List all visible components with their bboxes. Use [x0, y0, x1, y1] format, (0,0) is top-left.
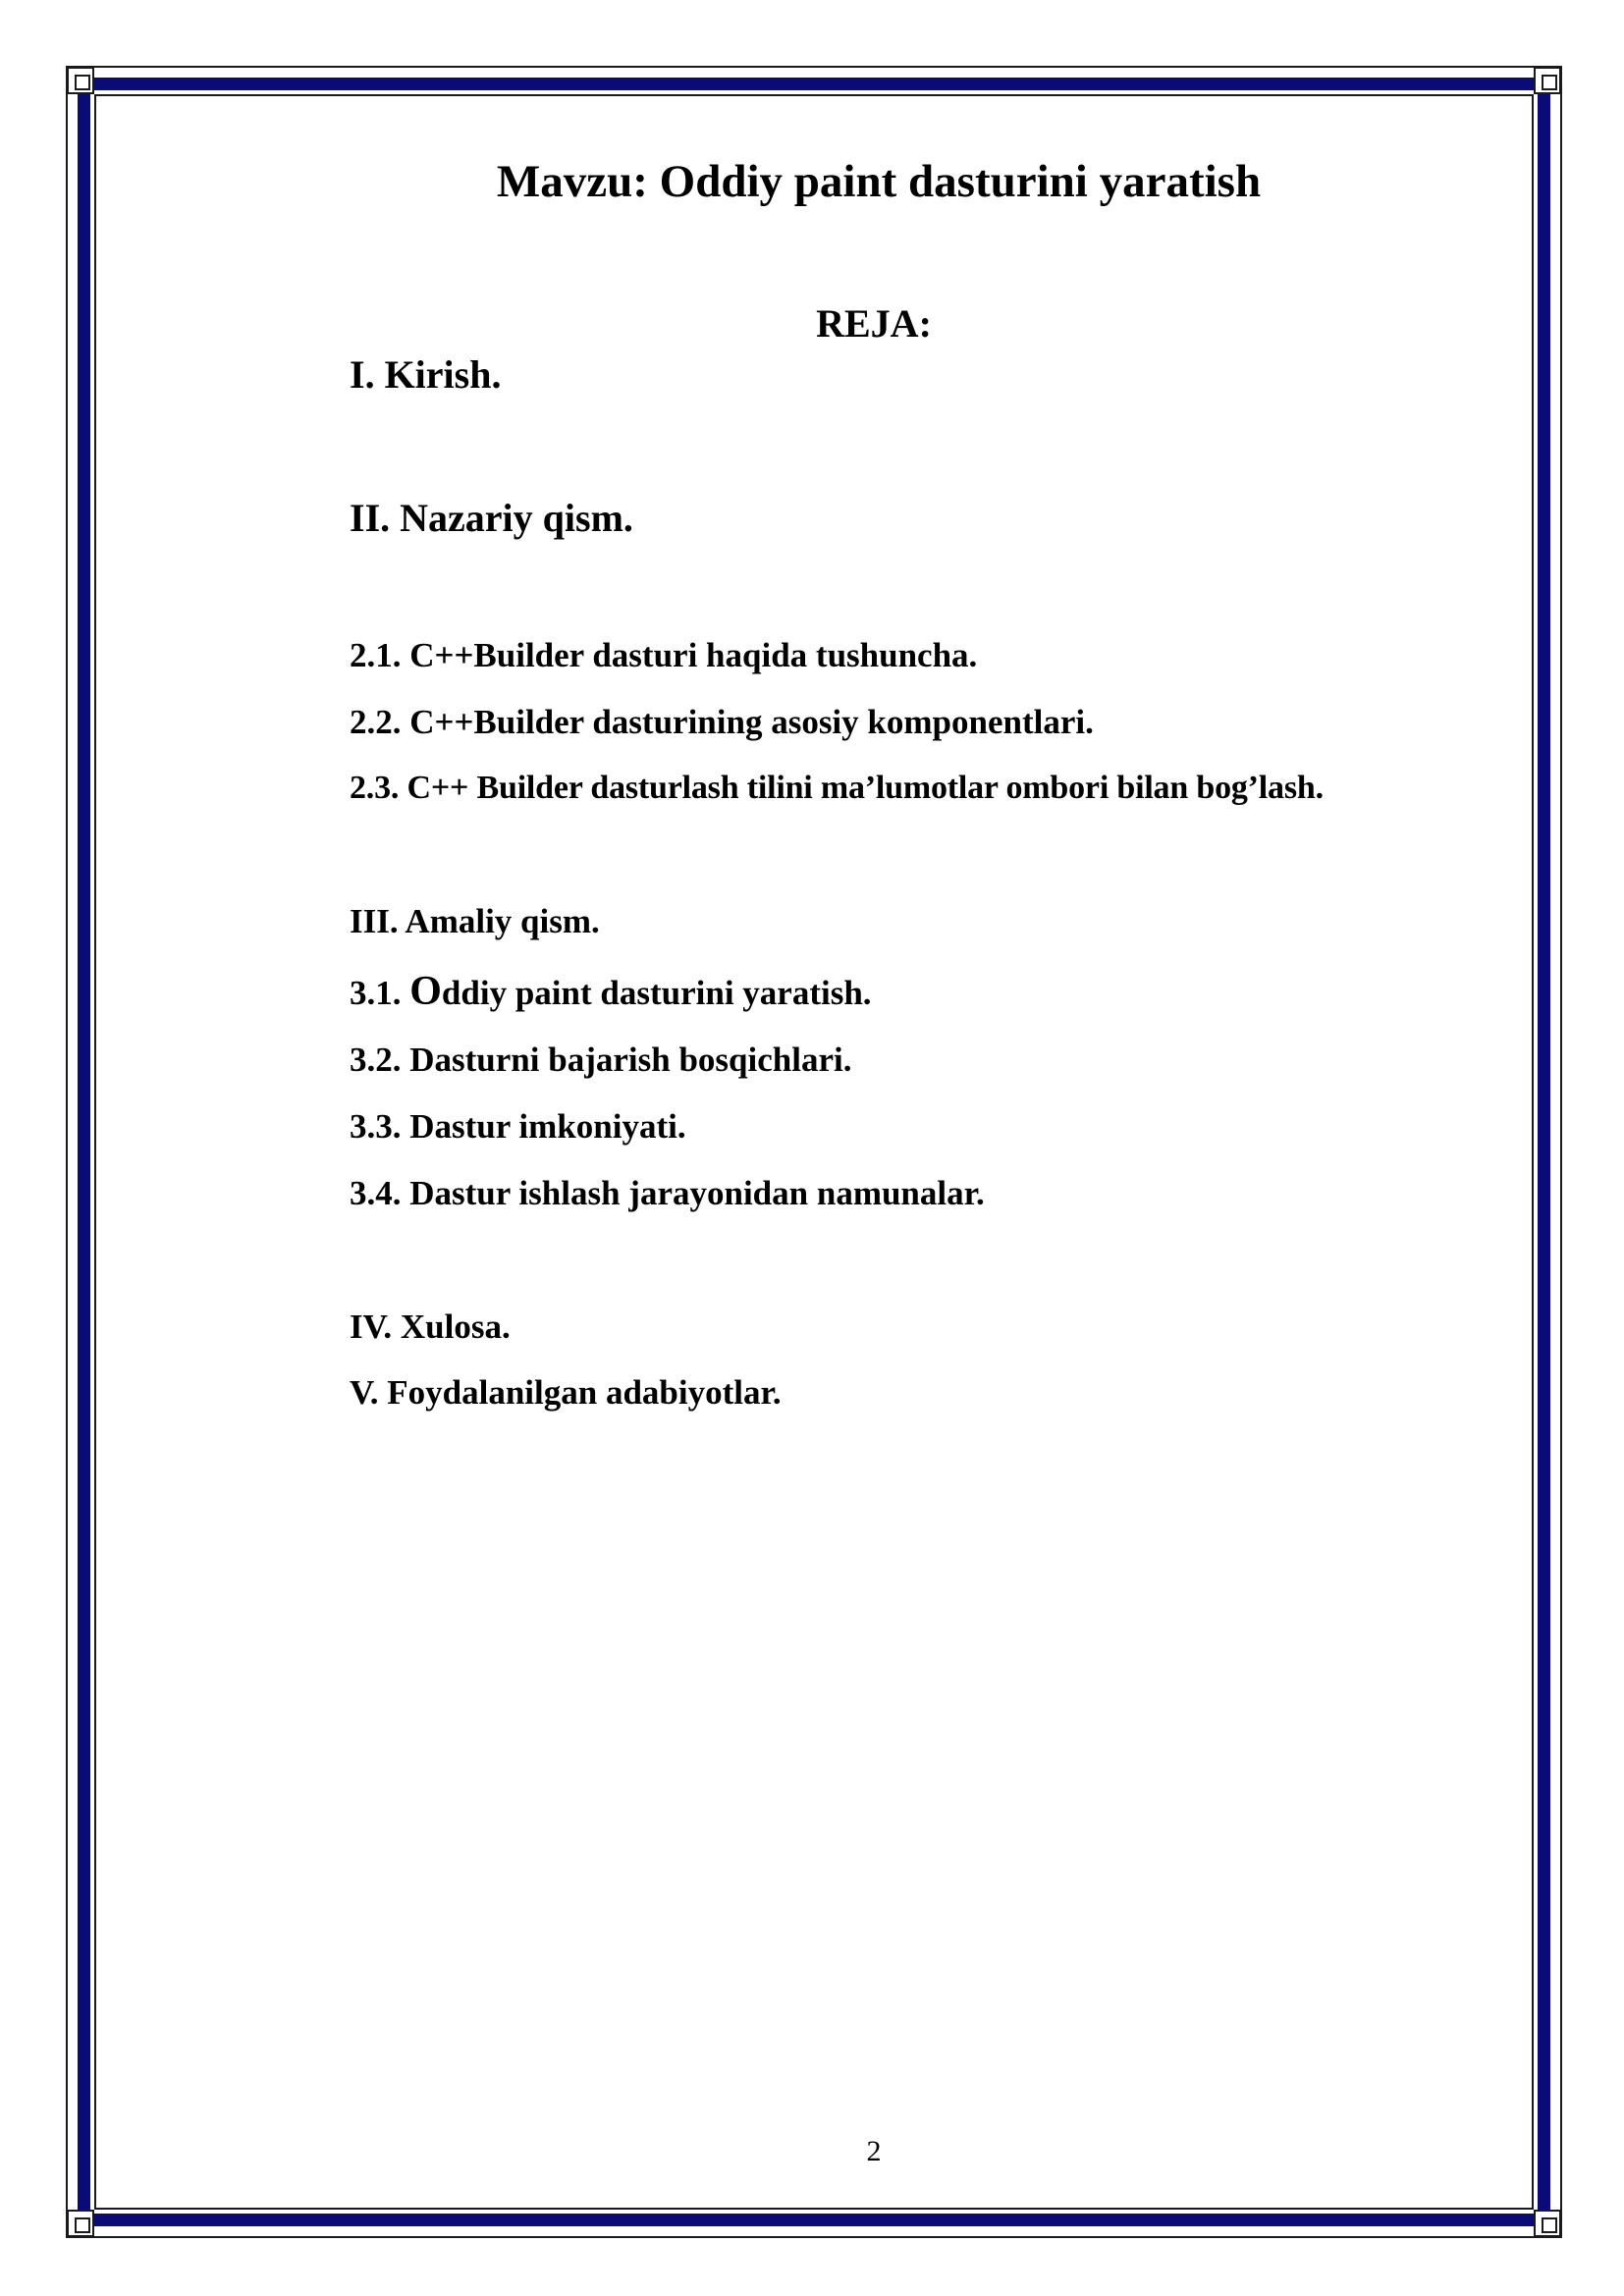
toc-item-3-4: 3.4. Dastur ishlash jarayonidan namunalar. [350, 1174, 985, 1212]
toc-item-2-3: 2.3. C++ Builder dasturlash tilini ma’lumotlar ombori bilan bog’lash. [350, 770, 1324, 806]
toc-item-3-3: 3.3. Dastur imkoniyati. [350, 1107, 686, 1146]
toc-item-2-2: 2.2. C++Builder dasturining asosiy komponentlari. [350, 703, 1094, 741]
corner-ornament-top-left [67, 67, 94, 94]
toc-item-3-1-rest: ddiy paint dasturini yaratish. [441, 974, 872, 1012]
toc-item-3-1 [350, 968, 872, 1015]
toc-item-practice: III. Amaliy qism. [350, 902, 600, 940]
toc-item-3-1-number: 3.1. [350, 974, 410, 1012]
document-title: Mavzu: Oddiy paint dasturini yaratish [496, 156, 1262, 207]
page-number: 2 [866, 2135, 882, 2167]
toc-item-references: V. Foydalanilgan adabiyotlar. [350, 1373, 782, 1412]
toc-item-conclusion: IV. Xulosa. [350, 1308, 511, 1346]
border-inner-line [94, 94, 1534, 2210]
corner-ornament-top-right [1534, 67, 1561, 94]
corner-ornament-bottom-left [67, 2210, 94, 2237]
toc-item-intro: I. Kirish. [350, 352, 502, 397]
toc-item-3-1-first-letter: O [409, 969, 442, 1014]
toc-item-2-1: 2.1. C++Builder dasturi haqida tushuncha. [350, 636, 978, 674]
plan-heading: REJA: [816, 301, 932, 346]
toc-item-3-2: 3.2. Dasturni bajarish bosqichlari. [350, 1041, 852, 1079]
toc-item-theory: II. Nazariy qism. [350, 496, 633, 540]
corner-ornament-bottom-right [1534, 2210, 1561, 2237]
